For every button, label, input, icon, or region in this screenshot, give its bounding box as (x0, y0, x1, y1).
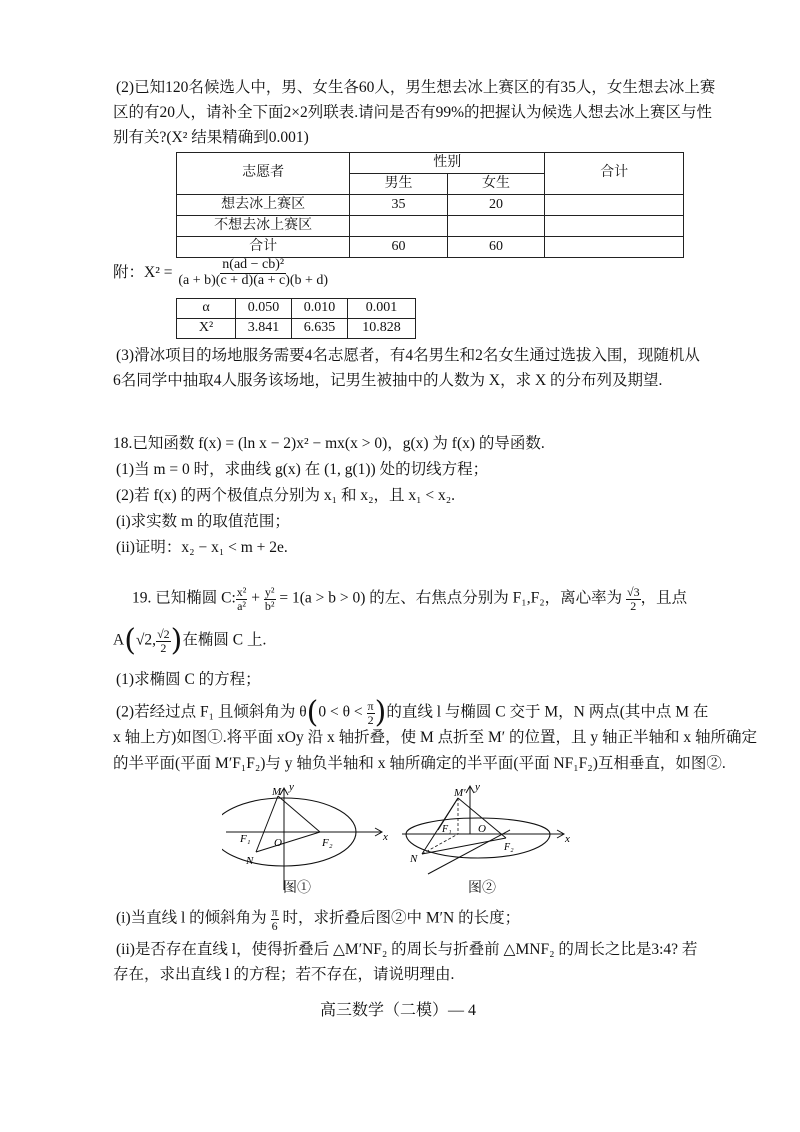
cell-female (447, 216, 545, 237)
eccentricity (626, 586, 641, 612)
contingency-table (176, 152, 684, 258)
left-paren: ( (306, 695, 319, 730)
q17-part2-line1: (2)已知120名候选人中，男、女生各60人，男生想去冰上赛区的有35人，女生想去冰上赛 (116, 79, 716, 96)
chi-value: 10.828 (347, 319, 415, 339)
point-A-x: √2, (135, 631, 157, 649)
header-volunteer: 志愿者 (177, 153, 350, 195)
q19-part-ii-line1: (ii)是否存在直线 l，使得折叠后 △M′NF₂ 的周长与折叠前 △MNF₂ 的周长之比是3:4? 若 (116, 941, 698, 958)
cell-female: 20 (447, 195, 545, 216)
q19-stem-line2 (113, 623, 267, 658)
point-A-y-num: √2 (157, 626, 170, 641)
point-A-label: A (113, 631, 125, 649)
fig1-label-N: N (246, 855, 254, 867)
theta-range: 0 < θ < (318, 703, 363, 721)
row-label: 想去冰上赛区 (177, 195, 350, 216)
q19-pi-a: (i)当直线 l 的倾斜角为 (116, 909, 267, 927)
fig1-label-x: x (383, 831, 388, 843)
q19-part-i (116, 906, 520, 932)
cell-total (545, 237, 684, 258)
ellipse-plus: + (251, 589, 261, 607)
table-row (177, 237, 684, 258)
point-A-y-den: 2 (160, 640, 167, 655)
q17-part2-line2: 区的有20人，请补全下面2×2列联表.请问是否有99%的把握认为候选人想去冰上赛区与性 (113, 104, 713, 121)
point-A-y (156, 628, 171, 654)
q19-part2-line1 (116, 695, 709, 730)
chi-label: X² (177, 319, 236, 339)
fig1-label-O: O (274, 837, 282, 849)
q18-part2-i: (i)求实数 m 的取值范围； (116, 513, 290, 530)
row-label: 合计 (177, 237, 350, 258)
q18-part2: (2)若 f(x) 的两个极值点分别为 x₁ 和 x₂，且 x₁ < x₂. (116, 487, 456, 504)
q17-part3-line2: 6名同学中抽取4人服务该场地，记男生被抽中的人数为 X，求 X 的分布列及期望. (113, 372, 663, 389)
q19-stem-b: = 1(a > b > 0) 的左、右焦点分别为 F₁,F₂，离心率为 (279, 589, 623, 607)
fig2-label-O: O (478, 823, 486, 835)
q18-part2-ii: (ii)证明：x₂ − x₁ < m + 2e. (116, 539, 288, 556)
cell-male (350, 216, 448, 237)
fig2-label-N: N (410, 853, 418, 865)
cell-total (545, 216, 684, 237)
ellipse-x-den: a² (237, 598, 247, 613)
alpha-label: α (177, 299, 236, 319)
q18-stem: 18.已知函数 f(x) = (ln x − 2)x² − mx(x > 0)，g(x) 为 f(x) 的导函数. (113, 435, 545, 452)
header-total: 合计 (545, 153, 684, 195)
pi6-num: π (271, 905, 278, 919)
fig1-label-F1: F₁ (240, 833, 251, 845)
q19-p2-a: (2)若经过点 F₁ 且倾斜角为 θ (116, 703, 307, 721)
chi-square-formula (113, 258, 330, 288)
figure-1-caption: 图① (283, 881, 311, 896)
figure-2-caption: 图② (468, 881, 496, 896)
fig1-label-y: y (289, 781, 294, 793)
pi6-den: 6 (271, 918, 278, 933)
pi-over-six (271, 906, 279, 932)
cell-total (545, 195, 684, 216)
q19-part2-line3: 的半平面(平面 M′F₁F₂)与 y 轴负半轴和 x 轴所确定的半平面(平面 NF₁F₂)互相垂直，如图②. (113, 755, 726, 772)
pi-over-two (367, 700, 375, 726)
fig2-label-F2: F₂ (504, 842, 514, 853)
q19-stem-a: 19. 已知椭圆 C: (132, 589, 236, 607)
formula-numerator: n(ad − cb)² (222, 257, 285, 272)
pi-den: 2 (367, 712, 374, 727)
page-footer: 高三数学（二模）— 4 (320, 1002, 477, 1019)
cell-male: 35 (350, 195, 448, 216)
table-row (177, 195, 684, 216)
row-label: 不想去冰上赛区 (177, 216, 350, 237)
q19-part1: (1)求椭圆 C 的方程； (116, 671, 261, 688)
chi-value: 6.635 (291, 319, 347, 339)
fig1-label-F2: F₂ (322, 837, 333, 849)
right-paren: ) (170, 623, 183, 658)
q19-p2-b: 的直线 l 与椭圆 C 交于 M，N 两点(其中点 M 在 (386, 703, 709, 721)
ellipse-x-term (236, 586, 248, 612)
header-male: 男生 (350, 174, 448, 195)
fig1-label-M: M (272, 786, 282, 798)
q19-stem-d: 在椭圆 C 上. (182, 631, 267, 649)
header-gender: 性别 (350, 153, 545, 174)
ellipse-y-term (264, 586, 276, 612)
q19-part-ii-line2: 存在，求出直线 l 的方程；若不存在，请说明理由. (113, 966, 455, 983)
ecc-den: 2 (630, 598, 637, 613)
ellipse-y-num: y² (264, 585, 275, 599)
q19-stem-c: ，且点 (640, 589, 688, 607)
fig2-label-y: y (475, 781, 480, 793)
table-row (177, 216, 684, 237)
chi-value: 3.841 (236, 319, 292, 339)
alpha-value: 0.010 (291, 299, 347, 319)
ellipse-x-num: x² (236, 585, 247, 599)
alpha-value: 0.050 (236, 299, 292, 319)
q19-pi-b: 时，求折叠后图②中 M′N 的长度； (282, 909, 521, 927)
q18-part1: (1)当 m = 0 时，求曲线 g(x) 在 (1, g(1)) 处的切线方程； (116, 461, 489, 478)
ecc-num: √3 (626, 585, 640, 599)
formula-prefix: 附：X² = (113, 263, 173, 281)
q17-part2-line3: 别有关?(X² 结果精确到0.001) (113, 129, 309, 146)
fig2-label-Mp: M′ (454, 787, 466, 799)
fig2-label-F1: F₁ (442, 824, 452, 835)
cell-female: 60 (447, 237, 545, 258)
right-paren: ) (374, 695, 387, 730)
left-paren: ( (124, 623, 136, 658)
q19-stem-line1 (132, 586, 687, 612)
q19-part2-line2: x 轴上方)如图①.将平面 xOy 沿 x 轴折叠，使 M 点折至 M′ 的位置，且 y 轴正半轴和 x 轴所确定 (113, 729, 758, 746)
formula-denominator: (a + b)(c + d)(a + c)(b + d) (178, 272, 329, 288)
q17-part3-line1: (3)滑冰项目的场地服务需要4名志愿者，有4名男生和2名女生通过选拔入围，现随机从 (116, 347, 700, 364)
cell-male: 60 (350, 237, 448, 258)
formula-fraction (176, 258, 330, 288)
ellipse-y-den: b² (264, 598, 275, 613)
alpha-value: 0.001 (347, 299, 415, 319)
pi-num: π (367, 698, 374, 713)
fig2-label-x: x (565, 833, 570, 845)
critical-value-table (176, 298, 416, 339)
header-female: 女生 (447, 174, 545, 195)
